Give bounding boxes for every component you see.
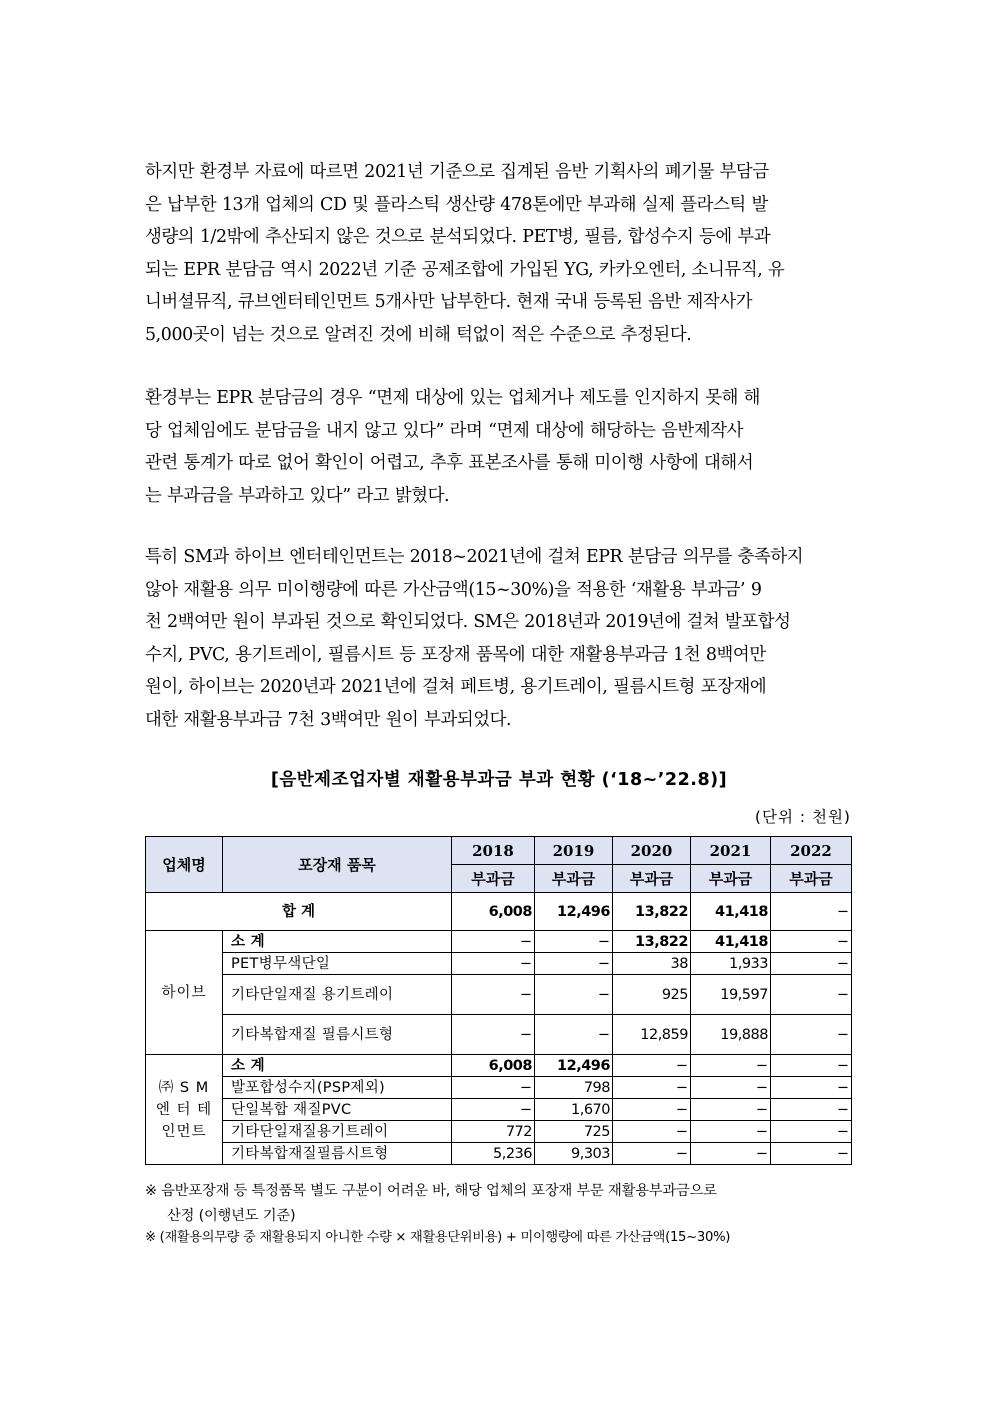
header-sub: 부과금 bbox=[613, 865, 691, 893]
cell-value: 798 bbox=[535, 1077, 613, 1099]
cell-value: − bbox=[613, 1099, 691, 1121]
item-name: 기타복합재질필름시트형 bbox=[223, 1143, 452, 1165]
item-name: 기타단일재질 용기트레이 bbox=[223, 975, 452, 1015]
text-line: 니버셜뮤직, 큐브엔터테인먼트 5개사만 납부한다. 현재 국내 등록된 음반 제작사가 bbox=[145, 292, 753, 313]
item-name: 기타복합재질 필름시트형 bbox=[223, 1015, 452, 1055]
recycling-charge-table bbox=[145, 836, 852, 1165]
cell-value: − bbox=[613, 1077, 691, 1099]
cell-value: − bbox=[535, 1015, 613, 1055]
cell-value: 41,418 bbox=[691, 931, 771, 953]
cell-value: 725 bbox=[535, 1121, 613, 1143]
cell-value: − bbox=[771, 953, 852, 975]
cell-value: 12,496 bbox=[535, 1055, 613, 1077]
header-sub: 부과금 bbox=[771, 865, 852, 893]
header-year: 2019 bbox=[535, 837, 613, 865]
text-line: 특히 SM과 하이브 엔터테인먼트는 2018~2021년에 걸쳐 EPR 분담금 의무를 충족하지 bbox=[145, 547, 804, 567]
text-line: 당 업체임에도 분담금을 내지 않고 있다” 라며 “면제 대상에 해당하는 음반제작사 bbox=[145, 420, 744, 441]
item-name: 단일복합 재질PVC bbox=[223, 1099, 452, 1121]
paragraph-1 bbox=[145, 156, 853, 352]
total-row bbox=[146, 893, 852, 931]
cell-value: 19,597 bbox=[691, 975, 771, 1015]
table-row bbox=[146, 1015, 852, 1055]
item-name: 소 계 bbox=[223, 931, 452, 953]
header-year: 2021 bbox=[691, 837, 771, 865]
text-line: 천 2백여만 원이 부과된 것으로 확인되었다. SM은 2018년과 2019년에 걸쳐 발포합성 bbox=[145, 612, 791, 633]
cell-value: − bbox=[613, 1143, 691, 1165]
cell-value: 1,670 bbox=[535, 1099, 613, 1121]
cell-value: − bbox=[691, 1099, 771, 1121]
cell-value: − bbox=[452, 1015, 535, 1055]
cell-value: − bbox=[771, 1015, 852, 1055]
cell-value: − bbox=[771, 1099, 852, 1121]
cell-value: 925 bbox=[613, 975, 691, 1015]
item-name: PET병무색단일 bbox=[223, 953, 452, 975]
text-line: 원이, 하이브는 2020년과 2021년에 걸쳐 페트병, 용기트레이, 필름시트형 포장재에 bbox=[145, 677, 767, 698]
cell-value: 6,008 bbox=[452, 893, 535, 931]
header-year: 2022 bbox=[771, 837, 852, 865]
company-sm bbox=[146, 1055, 223, 1165]
cell-value: − bbox=[452, 1099, 535, 1121]
cell-value: − bbox=[771, 1121, 852, 1143]
cell-value: − bbox=[613, 1055, 691, 1077]
cell-value: 13,822 bbox=[613, 893, 691, 931]
cell-value: − bbox=[452, 975, 535, 1015]
cell-value: − bbox=[771, 975, 852, 1015]
cell-value: − bbox=[771, 893, 852, 931]
footnote-2: ※ (재활용의무량 중 재활용되지 아니한 수량 × 재활용단위비용) + 미이행량에 따른 가산금액(15~30%) bbox=[145, 1230, 731, 1245]
header-year: 2020 bbox=[613, 837, 691, 865]
cell-value: − bbox=[535, 931, 613, 953]
table-row bbox=[146, 953, 852, 975]
cell-value: − bbox=[535, 975, 613, 1015]
cell-value: 12,496 bbox=[535, 893, 613, 931]
cell-value: 6,008 bbox=[452, 1055, 535, 1077]
header-item: 포장재 품목 bbox=[223, 837, 452, 893]
cell-value: − bbox=[691, 1143, 771, 1165]
text-line: 대한 재활용부과금 7천 3백여만 원이 부과되었다. bbox=[145, 709, 512, 730]
text-line: 생량의 1/2밖에 추산되지 않은 것으로 분석되었다. PET병, 필름, 합성수지 등에 부과 bbox=[145, 227, 771, 248]
table-unit: (단위 : 천원) bbox=[754, 808, 851, 826]
cell-value: − bbox=[771, 931, 852, 953]
cell-value: − bbox=[613, 1121, 691, 1143]
footnote-line: ※ 음반포장재 등 특정품목 별도 구분이 어려운 바, 해당 업체의 포장재 부문 재활용부과금으로 bbox=[145, 1183, 717, 1199]
text-line: 하지만 환경부 자료에 따르면 2021년 기준으로 집계된 음반 기획사의 폐기물 부담금 bbox=[145, 162, 769, 182]
table-row bbox=[146, 1121, 852, 1143]
text-line: 는 부과금을 부과하고 있다” 라고 밝혔다. bbox=[145, 485, 450, 506]
cell-value: 1,933 bbox=[691, 953, 771, 975]
item-name: 발포합성수지(PSP제외) bbox=[223, 1077, 452, 1099]
text-line: 수지, PVC, 용기트레이, 필름시트 등 포장재 품목에 대한 재활용부과금 1천 8백여만 bbox=[145, 644, 766, 665]
text-line: 5,000곳이 넘는 것으로 알려진 것에 비해 턱없이 적은 수준으로 추정된다. bbox=[145, 324, 692, 345]
cell-value: − bbox=[452, 1077, 535, 1099]
text-line: 않아 재활용 의무 미이행량에 따른 가산금액(15~30%)을 적용한 ‘재활용 부과금’ 9 bbox=[145, 579, 762, 600]
cell-value: 41,418 bbox=[691, 893, 771, 931]
header-sub: 부과금 bbox=[452, 865, 535, 893]
paragraph-2 bbox=[145, 382, 853, 512]
cell-value: 13,822 bbox=[613, 931, 691, 953]
company-hybe: 하이브 bbox=[146, 931, 223, 1055]
text-line: 되는 EPR 분담금 역시 2022년 기준 공제조합에 가입된 YG, 카카오엔터, 소니뮤직, 유 bbox=[145, 259, 785, 280]
table-row bbox=[146, 1077, 852, 1099]
cell-value: − bbox=[691, 1055, 771, 1077]
cell-value: 772 bbox=[452, 1121, 535, 1143]
text-line: 관련 통계가 따로 없어 확인이 어렵고, 추후 표본조사를 통해 미이행 사항에 대해서 bbox=[145, 453, 754, 474]
footnote-1 bbox=[145, 1179, 857, 1229]
text-line: 은 납부한 13개 업체의 CD 및 플라스틱 생산량 478톤에만 부과해 실제 플라스틱 발 bbox=[145, 194, 768, 215]
cell-value: − bbox=[771, 1143, 852, 1165]
cell-value: − bbox=[535, 953, 613, 975]
table-row bbox=[146, 1055, 852, 1077]
item-name: 소 계 bbox=[223, 1055, 452, 1077]
cell-value: − bbox=[691, 1121, 771, 1143]
cell-value: 5,236 bbox=[452, 1143, 535, 1165]
cell-value: − bbox=[771, 1055, 852, 1077]
cell-value: 19,888 bbox=[691, 1015, 771, 1055]
cell-value: − bbox=[452, 931, 535, 953]
company-name-line: 엔 터 테 bbox=[155, 1101, 213, 1118]
cell-value: 12,859 bbox=[613, 1015, 691, 1055]
header-sub: 부과금 bbox=[691, 865, 771, 893]
company-name-line: 인먼트 bbox=[161, 1123, 207, 1140]
item-name: 기타단일재질용기트레이 bbox=[223, 1121, 452, 1143]
cell-value: 9,303 bbox=[535, 1143, 613, 1165]
table-row bbox=[146, 975, 852, 1015]
cell-value: 38 bbox=[613, 953, 691, 975]
total-label: 합 계 bbox=[146, 893, 452, 931]
cell-value: − bbox=[452, 953, 535, 975]
table-row bbox=[146, 1099, 852, 1121]
header-sub: 부과금 bbox=[535, 865, 613, 893]
table-title: [음반제조업자별 재활용부과금 부과 현황 (‘18~’22.8)] bbox=[270, 770, 728, 790]
footnote-line: 산정 (이행년도 기준) bbox=[167, 1208, 296, 1224]
text-line: 환경부는 EPR 분담금의 경우 “면제 대상에 있는 업체거나 제도를 인지하지 못해 해 bbox=[145, 388, 761, 408]
header-year: 2018 bbox=[452, 837, 535, 865]
cell-value: − bbox=[771, 1077, 852, 1099]
table-row bbox=[146, 931, 852, 953]
paragraph-3 bbox=[145, 541, 853, 737]
table-row bbox=[146, 1143, 852, 1165]
header-company: 업체명 bbox=[146, 837, 223, 893]
cell-value: − bbox=[691, 1077, 771, 1099]
company-name-line: ㈜ S M bbox=[158, 1079, 210, 1096]
